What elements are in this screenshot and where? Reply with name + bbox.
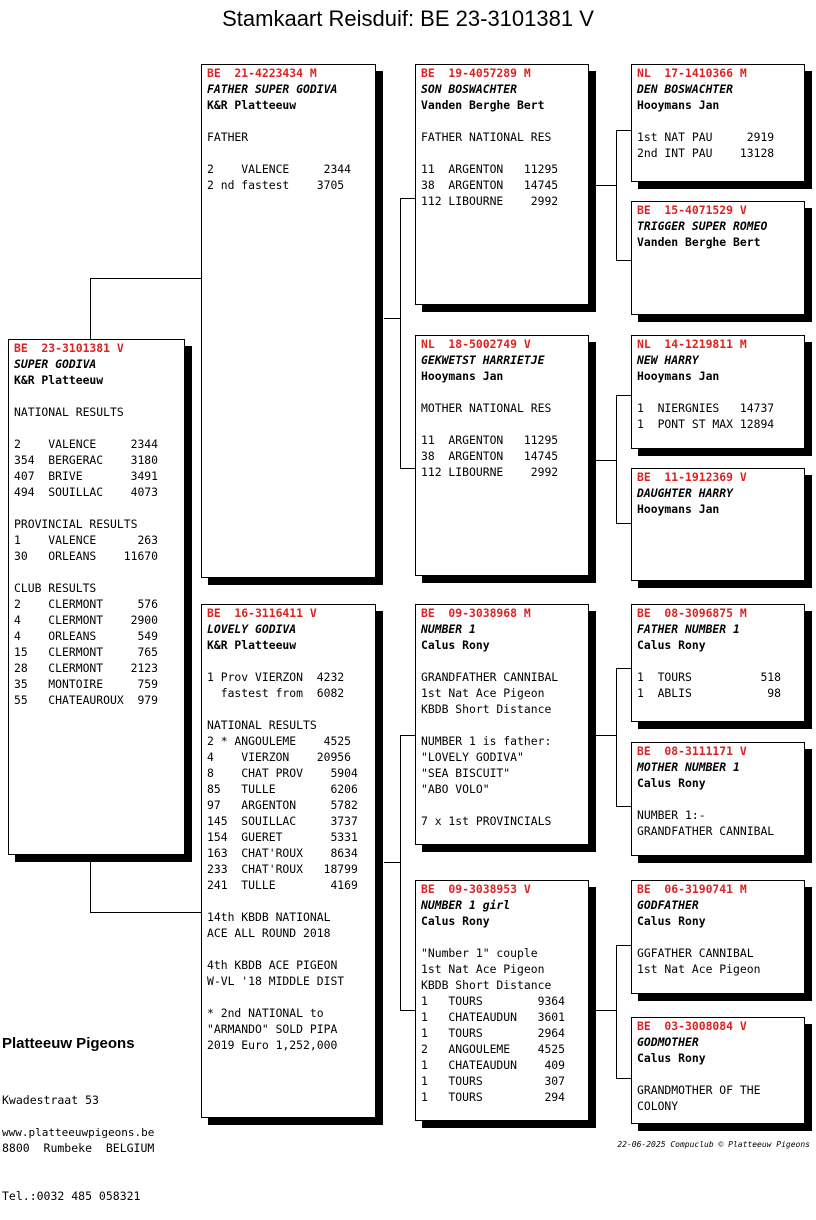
result-line: NUMBER 1 is father:: [421, 734, 552, 748]
result-line: [207, 653, 375, 669]
breeder-name: Calus Rony: [637, 914, 706, 928]
result-line: 1 NIERGNIES 14737: [637, 401, 775, 415]
result-line: "Number 1" couple: [421, 946, 538, 960]
connector-line: [384, 318, 400, 319]
result-line: [207, 145, 375, 161]
breeder-name: Calus Rony: [637, 638, 706, 652]
result-line: [207, 989, 375, 1005]
result-line: [421, 416, 588, 432]
result-line: [421, 653, 588, 669]
result-line: 241 TULLE 4169: [207, 878, 358, 892]
ring-number: NL 18-5002749 V: [421, 337, 531, 351]
result-line: 11 ARGENTON 11295: [421, 433, 559, 447]
result-line: FATHER: [207, 130, 249, 144]
pigeon-name: NUMBER 1 girl: [421, 898, 511, 912]
owner-address: [2, 1060, 154, 1220]
result-line: 145 SOUILLAC 3737: [207, 814, 358, 828]
connector-line: [400, 198, 401, 468]
pigeon-name: GODFATHER: [637, 898, 699, 912]
result-line: 1 CHATEAUDUN 3601: [421, 1010, 566, 1024]
result-line: 2 * ANGOULEME 4525: [207, 734, 352, 748]
result-line: 233 CHAT'ROUX 18799: [207, 862, 358, 876]
connector-line: [400, 735, 416, 736]
pigeon-name: DEN BOSWACHTER: [637, 82, 734, 96]
result-line: 35 MONTOIRE 759: [14, 677, 159, 691]
breeder-name: Calus Rony: [421, 914, 490, 928]
result-line: "SEA BISCUIT": [421, 766, 511, 780]
ring-number: BE 21-4223434 M: [207, 66, 317, 80]
result-line: NATIONAL RESULTS: [14, 405, 124, 419]
result-line: 11 ARGENTON 11295: [421, 162, 559, 176]
mother-card: [201, 604, 376, 1118]
breeder-name: K&R Platteeuw: [14, 373, 104, 387]
result-line: * 2nd NATIONAL to: [207, 1006, 324, 1020]
ring-number: BE 16-3116411 V: [207, 606, 317, 620]
result-line: 1st Nat Ace Pigeon: [637, 962, 761, 976]
result-line: 38 ARGENTON 14745: [421, 449, 559, 463]
result-line: [14, 500, 184, 516]
website-link[interactable]: www.platteeuwpigeons.be: [2, 1126, 155, 1139]
connector-line: [616, 130, 632, 131]
result-line: 354 BERGERAC 3180: [14, 453, 159, 467]
result-line: GGFATHER CANNIBAL: [637, 946, 754, 960]
ring-number: BE 09-3038953 V: [421, 882, 531, 896]
result-line: "ARMANDO" SOLD PIPA: [207, 1022, 338, 1036]
result-line: 1 Prov VIERZON 4232: [207, 670, 345, 684]
breeder-name: Calus Rony: [637, 776, 706, 790]
great-grandparent-card-mff: [631, 604, 805, 722]
pigeon-name: MOTHER NUMBER 1: [637, 760, 740, 774]
result-line: [207, 941, 375, 957]
connector-line: [616, 668, 632, 669]
breeder-name: Vanden Berghe Bert: [421, 98, 545, 112]
result-line: GRANDFATHER CANNIBAL: [637, 824, 775, 838]
result-line: [421, 384, 588, 400]
result-line: 112 LIBOURNE 2992: [421, 194, 559, 208]
result-line: 30 ORLEANS 11670: [14, 549, 159, 563]
great-grandparent-card-fmf: [631, 335, 805, 449]
result-line: "ABO VOLO": [421, 782, 490, 796]
result-line: [637, 653, 804, 669]
result-line: "LOVELY GODIVA": [421, 750, 524, 764]
subject-card: [8, 339, 185, 855]
result-line: W-VL '18 MIDDLE DIST: [207, 974, 345, 988]
connector-line: [400, 198, 416, 199]
connector-line: [90, 278, 91, 340]
ring-number: BE 06-3190741 M: [637, 882, 747, 896]
great-grandparent-card-mmf: [631, 880, 805, 994]
breeder-name: Calus Rony: [421, 638, 490, 652]
connector-line: [616, 1078, 632, 1079]
result-line: 1 ABLIS 98: [637, 686, 782, 700]
result-line: 2 VALENCE 2344: [14, 437, 159, 451]
result-line: 2nd INT PAU 13128: [637, 146, 775, 160]
result-line: 1 PONT ST MAX 12894: [637, 417, 775, 431]
result-line: 28 CLERMONT 2123: [14, 661, 159, 675]
result-line: 15 CLERMONT 765: [14, 645, 159, 659]
result-line: [637, 929, 804, 945]
result-line: 4 ORLEANS 549: [14, 629, 159, 643]
result-line: [637, 384, 804, 400]
connector-line: [596, 460, 616, 461]
pigeon-name: DAUGHTER HARRY: [637, 486, 734, 500]
result-line: 1st Nat Ace Pigeon: [421, 686, 545, 700]
result-line: 1 VALENCE 263: [14, 533, 159, 547]
paternal-grandmother-card: [415, 335, 589, 576]
connector-line: [400, 735, 401, 1010]
ring-number: BE 19-4057289 M: [421, 66, 531, 80]
result-line: GRANDMOTHER OF THE: [637, 1083, 761, 1097]
result-line: 1st Nat Ace Pigeon: [421, 962, 545, 976]
result-line: 1 TOURS 294: [421, 1090, 566, 1104]
result-line: 1 TOURS 9364: [421, 994, 566, 1008]
page-title: Stamkaart Reisduif: BE 23-3101381 V: [222, 6, 594, 31]
result-line: [14, 388, 184, 404]
result-line: [421, 145, 588, 161]
connector-line: [90, 912, 204, 913]
result-line: [421, 797, 588, 813]
connector-line: [384, 862, 400, 863]
result-line: [207, 113, 375, 129]
result-line: 1 TOURS 518: [637, 670, 782, 684]
result-line: 407 BRIVE 3491: [14, 469, 159, 483]
result-line: 2 nd fastest 3705: [207, 178, 345, 192]
result-line: 14th KBDB NATIONAL: [207, 910, 331, 924]
result-line: CLUB RESULTS: [14, 581, 97, 595]
connector-line: [616, 668, 617, 806]
pigeon-name: SON BOSWACHTER: [421, 82, 518, 96]
pigeon-name: NUMBER 1: [421, 622, 476, 636]
address-line: Tel.:0032 485 058321: [2, 1189, 141, 1203]
great-grandparent-card-fff: [631, 64, 805, 182]
result-line: 1st NAT PAU 2919: [637, 130, 775, 144]
connector-line: [90, 278, 204, 279]
pigeon-name: NEW HARRY: [637, 353, 699, 367]
result-line: 4 CLERMONT 2900: [14, 613, 159, 627]
address-line: Kwadestraat 53: [2, 1093, 99, 1107]
pigeon-name: LOVELY GODIVA: [207, 622, 297, 636]
result-line: 85 TULLE 6206: [207, 782, 358, 796]
result-line: 55 CHATEAUROUX 979: [14, 693, 159, 707]
great-grandparent-card-ffm: [631, 201, 805, 315]
result-line: KBDB Short Distance: [421, 702, 552, 716]
connector-line: [400, 1010, 416, 1011]
result-line: [421, 929, 588, 945]
ring-number: BE 08-3111171 V: [637, 744, 747, 758]
result-line: 163 CHAT'ROUX 8634: [207, 846, 358, 860]
result-line: [207, 701, 375, 717]
breeder-name: Hooymans Jan: [637, 369, 720, 383]
ring-number: BE 08-3096875 M: [637, 606, 747, 620]
connector-line: [616, 130, 617, 260]
great-grandparent-card-mfm: [631, 742, 805, 856]
result-line: [637, 1066, 804, 1082]
great-grandparent-card-mmm: [631, 1017, 805, 1124]
result-line: 97 ARGENTON 5782: [207, 798, 358, 812]
result-line: 4th KBDB ACE PIGEON: [207, 958, 338, 972]
result-line: 112 LIBOURNE 2992: [421, 465, 559, 479]
result-line: NUMBER 1:-: [637, 808, 706, 822]
result-line: 2 ANGOULEME 4525: [421, 1042, 566, 1056]
address-line: 8800 Rumbeke BELGIUM: [2, 1141, 155, 1155]
result-line: FATHER NATIONAL RES: [421, 130, 552, 144]
result-line: [207, 893, 375, 909]
connector-line: [616, 945, 632, 946]
result-line: ACE ALL ROUND 2018: [207, 926, 331, 940]
pigeon-name: FATHER SUPER GODIVA: [207, 82, 338, 96]
pigeon-name: GODMOTHER: [637, 1035, 699, 1049]
result-line: 1 TOURS 2964: [421, 1026, 566, 1040]
connector-line: [596, 735, 616, 736]
ring-number: BE 15-4071529 V: [637, 203, 747, 217]
result-line: fastest from 6082: [207, 686, 345, 700]
result-line: 2 VALENCE 2344: [207, 162, 352, 176]
breeder-name: K&R Platteeuw: [207, 638, 297, 652]
ring-number: BE 11-1912369 V: [637, 470, 747, 484]
result-line: KBDB Short Distance: [421, 978, 552, 992]
breeder-name: Hooymans Jan: [637, 98, 720, 112]
breeder-name: Hooymans Jan: [421, 369, 504, 383]
connector-line: [90, 855, 91, 912]
result-line: [14, 564, 184, 580]
result-line: 1 TOURS 307: [421, 1074, 566, 1088]
breeder-name: Hooymans Jan: [637, 502, 720, 516]
connector-line: [616, 260, 632, 261]
connector-line: [596, 1010, 616, 1011]
result-line: NATIONAL RESULTS: [207, 718, 317, 732]
result-line: 154 GUERET 5331: [207, 830, 358, 844]
result-line: 4 VIERZON 20956: [207, 750, 352, 764]
connector-line: [596, 185, 616, 186]
connector-line: [400, 468, 416, 469]
connector-line: [616, 395, 617, 523]
breeder-name: Vanden Berghe Bert: [637, 235, 761, 249]
maternal-grandmother-card: [415, 880, 589, 1121]
connector-line: [616, 806, 632, 807]
ring-number: NL 14-1219811 M: [637, 337, 747, 351]
result-line: [421, 717, 588, 733]
result-line: GRANDFATHER CANNIBAL: [421, 670, 559, 684]
connector-line: [616, 523, 632, 524]
print-stamp: 22-06-2025 Compuclub © Platteeuw Pigeons: [617, 1140, 810, 1149]
pigeon-name: GEKWETST HARRIETJE: [421, 353, 545, 367]
result-line: 38 ARGENTON 14745: [421, 178, 559, 192]
result-line: 7 x 1st PROVINCIALS: [421, 814, 552, 828]
great-grandparent-card-fmm: [631, 468, 805, 581]
owner-name: Platteeuw Pigeons: [2, 1035, 135, 1052]
breeder-name: K&R Platteeuw: [207, 98, 297, 112]
maternal-grandfather-card: [415, 604, 589, 845]
result-line: MOTHER NATIONAL RES: [421, 401, 552, 415]
result-line: 1 CHATEAUDUN 409: [421, 1058, 566, 1072]
ring-number: BE 03-3008084 V: [637, 1019, 747, 1033]
ring-number: BE 09-3038968 M: [421, 606, 531, 620]
result-line: [14, 420, 184, 436]
result-line: [637, 791, 804, 807]
result-line: 8 CHAT PROV 5904: [207, 766, 358, 780]
father-card: [201, 64, 376, 578]
pigeon-name: FATHER NUMBER 1: [637, 622, 740, 636]
result-line: 2019 Euro 1,252,000: [207, 1038, 338, 1052]
result-line: COLONY: [637, 1099, 679, 1113]
ring-number: NL 17-1410366 M: [637, 66, 747, 80]
ring-number: BE 23-3101381 V: [14, 341, 124, 355]
result-line: PROVINCIAL RESULTS: [14, 517, 138, 531]
connector-line: [616, 395, 632, 396]
breeder-name: Calus Rony: [637, 1051, 706, 1065]
pigeon-name: SUPER GODIVA: [14, 357, 97, 371]
result-line: [421, 113, 588, 129]
result-line: [637, 113, 804, 129]
result-line: 2 CLERMONT 576: [14, 597, 159, 611]
connector-line: [616, 945, 617, 1078]
result-line: 494 SOUILLAC 4073: [14, 485, 159, 499]
pigeon-name: TRIGGER SUPER ROMEO: [637, 219, 768, 233]
paternal-grandfather-card: [415, 64, 589, 305]
